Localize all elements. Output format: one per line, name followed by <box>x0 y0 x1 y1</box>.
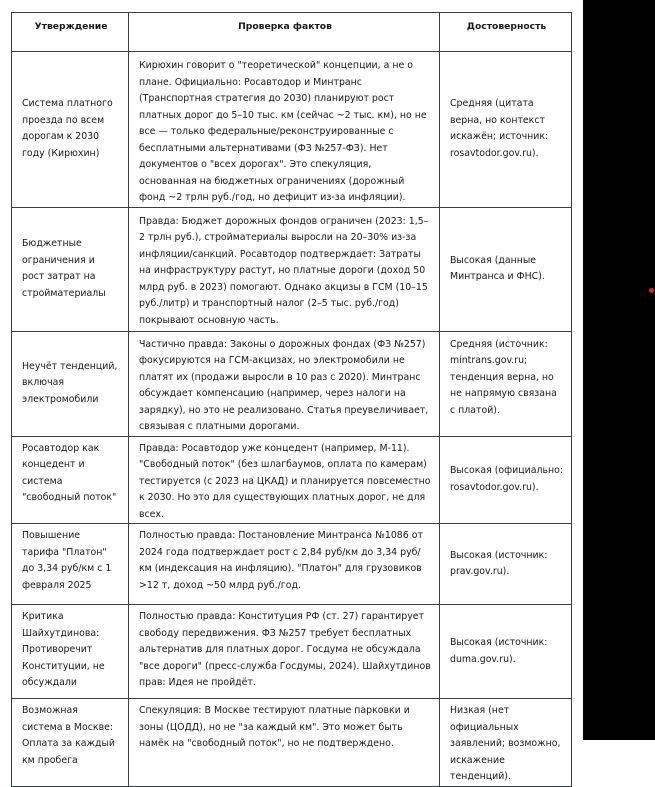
table-row <box>12 331 572 436</box>
fact-check-cell: Полностью правда: Конституция РФ (ст. 27) гарантирует свободу передвижения. ФЗ №257 требует бесплатных альтернатив для платных дорог. Госдума не обсуждала "все дороги" (пресс-служба Госдумы, 2024). Шайхутдинов прав: Идея не пройдёт. <box>129 605 440 699</box>
table-row <box>12 52 572 208</box>
reliability-cell: Высокая (официально: rosavtodor.gov.ru). <box>440 436 572 524</box>
reliability-cell: Высокая (источник: duma.gov.ru). <box>440 605 572 699</box>
claim-cell: Критика Шайхутдинова: Противоречит Конституции, не обсуждали <box>12 605 129 699</box>
claim-cell: Возможная система в Москве: Оплата за каждый км пробега <box>12 699 129 787</box>
header-claim: Утверждение <box>12 13 129 52</box>
fact-check-table <box>11 12 572 787</box>
red-marker-dot <box>649 288 654 293</box>
reliability-cell: Высокая (данные Минтранса и ФНС). <box>440 207 572 331</box>
claim-cell: Бюджетные ограничения и рост затрат на стройматериалы <box>12 207 129 331</box>
claim-cell: Росавтодор как концедент и система "свободный поток" <box>12 436 129 524</box>
fact-check-cell: Спекуляция: В Москве тестируют платные парковки и зоны (ЦОДД), но не "за каждый км". Это может быть намёк на "свободный поток", но не подтверждено. <box>129 699 440 787</box>
fact-check-cell: Полностью правда: Постановление Минтранса №1086 от 2024 года подтверждает рост с 2,84 руб/км до 3,34 руб/км (индексация на инфляцию). "Платон" для грузовиков >12 т, доход ~50 млрд руб./год. <box>129 524 440 605</box>
reliability-cell: Низкая (нет официальных заявлений; возможно, искажение тенденций). <box>440 699 572 787</box>
table-row <box>12 605 572 699</box>
black-side-panel <box>583 0 655 740</box>
header-fact-check: Проверка фактов <box>129 13 440 52</box>
reliability-cell: Средняя (источник: mintrans.gov.ru; тенденция верна, но не напрямую связана с платой). <box>440 331 572 436</box>
reliability-cell: Высокая (источник: prav.gov.ru). <box>440 524 572 605</box>
fact-check-cell: Кирюхин говорит о "теоретической" концепции, а не о плане. Официально: Росавтодор и Минтранс (Транспортная стратегия до 2030) планируют рост платных дорог до 5–10 тыс. км (сейчас ~2 тыс. км), но не все — только федеральные/реконструированные с бесплатными альтернативами (ФЗ №257-ФЗ). Нет документов о "всех дорогах". Это спекуляция, основанная на бюджетных ограничениях (дорожный фонд ~2 трлн руб./год, но дефицит из-за инфляции). <box>129 52 440 208</box>
table-row <box>12 524 572 605</box>
claim-cell: Повышение тарифа "Платон" до 3,34 руб/км с 1 февраля 2025 <box>12 524 129 605</box>
claim-cell: Неучёт тенденций, включая электромобили <box>12 331 129 436</box>
table-row <box>12 699 572 787</box>
fact-check-cell: Правда: Росавтодор уже концедент (например, М-11). "Свободный поток" (без шлагбаумов, оплата по камерам) тестируется (с 2023 на ЦКАД) и планируется повсеместно к 2030. Но это для существующих платных дорог, не для всех. <box>129 436 440 524</box>
table-row <box>12 436 572 524</box>
reliability-cell: Средняя (цитата верна, но контекст искажён; источник: rosavtodor.gov.ru). <box>440 52 572 208</box>
table-header-row <box>12 13 572 52</box>
fact-check-cell: Правда: Бюджет дорожных фондов ограничен (2023: 1,5–2 трлн руб.), стройматериалы выросли на 20–30% из-за инфляции/санкций. Росавтодор подтверждает: Затраты на инфраструктуру растут, но платные дороги (доход 50 млрд руб. в 2023) помогают. Однако акцизы в ГСМ (10–15 руб./литр) и транспортный налог (2–5 тыс. руб./год) покрывают основную часть. <box>129 207 440 331</box>
table-row <box>12 207 572 331</box>
fact-check-cell: Частично правда: Законы о дорожных фондах (ФЗ №257) фокусируются на ГСМ-акцизах, но электромобили не платят их (продажи выросли в 10 раз с 2020). Минтранс обсуждает компенсацию (например, через налоги на зарядку), но это не реализовано. Статья преувеличивает, связывая с платными дорогами. <box>129 331 440 436</box>
claim-cell: Система платного проезда по всем дорогам к 2030 году (Кирюхин) <box>12 52 129 208</box>
header-reliability: Достоверность <box>440 13 572 52</box>
